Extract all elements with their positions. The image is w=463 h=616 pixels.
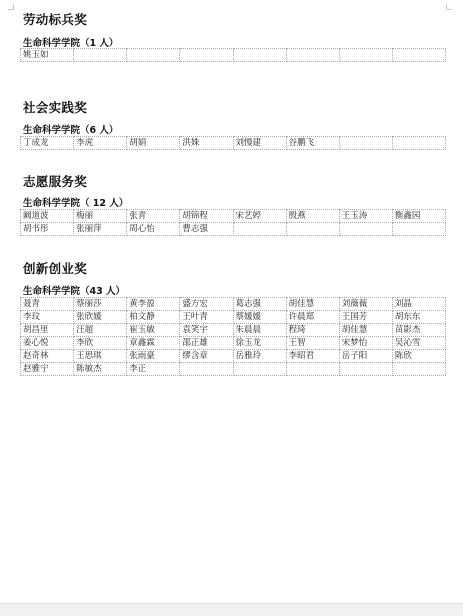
name-table (20, 209, 446, 236)
table-row (21, 311, 446, 324)
name-cell (233, 49, 286, 62)
page-corner-mark-left (8, 4, 14, 10)
name-cell: 王国芳 (339, 311, 392, 324)
name-cell: 殷燕 (286, 210, 339, 223)
name-cell (392, 223, 445, 236)
name-cell: 李昭君 (286, 350, 339, 363)
name-cell (392, 363, 445, 376)
name-cell: 朱晨晨 (233, 324, 286, 337)
name-cell: 胡佳慧 (339, 324, 392, 337)
name-cell: 苗影杰 (392, 324, 445, 337)
name-table (20, 297, 446, 376)
name-table (20, 48, 446, 62)
name-cell: 胡东东 (392, 311, 445, 324)
section-title: 劳动标兵奖 (23, 12, 88, 27)
name-cell: 王叶青 (180, 311, 233, 324)
name-cell (127, 49, 180, 62)
name-cell: 刘慢建 (233, 137, 286, 150)
name-cell: 谷鹏飞 (286, 137, 339, 150)
name-cell: 王思琪 (74, 350, 127, 363)
name-cell: 李欣 (74, 337, 127, 350)
table-row (21, 298, 446, 311)
name-cell: 盛方宏 (180, 298, 233, 311)
school-label: 生命科学学院（6 人） (23, 125, 119, 136)
name-cell: 葛志强 (233, 298, 286, 311)
name-cell: 姚玉如 (21, 49, 74, 62)
name-cell: 蔡丽莎 (74, 298, 127, 311)
name-cell: 程琦 (286, 324, 339, 337)
name-cell: 宋梦怡 (339, 337, 392, 350)
name-cell: 丁成龙 (21, 137, 74, 150)
name-cell: 岳子阳 (339, 350, 392, 363)
name-cell (286, 49, 339, 62)
name-cell: 胡锦程 (180, 210, 233, 223)
name-cell (74, 49, 127, 62)
name-cell: 刘薇薇 (339, 298, 392, 311)
name-cell: 赵雅宁 (21, 363, 74, 376)
name-cell: 姜心悦 (21, 337, 74, 350)
name-cell (392, 49, 445, 62)
name-cell: 洪姝 (180, 137, 233, 150)
name-cell: 章鑫霖 (127, 337, 180, 350)
name-cell (339, 363, 392, 376)
table-row (21, 337, 446, 350)
section-title: 志愿服务奖 (23, 174, 88, 189)
name-cell: 黄李盈 (127, 298, 180, 311)
name-cell: 徐玉龙 (233, 337, 286, 350)
name-cell: 岳雅玲 (233, 350, 286, 363)
name-cell (233, 363, 286, 376)
name-cell (339, 223, 392, 236)
name-cell (180, 363, 233, 376)
name-table (20, 136, 446, 150)
school-label: 生命科学学院（1 人） (23, 38, 119, 49)
name-cell: 赵奇林 (21, 350, 74, 363)
name-cell (339, 137, 392, 150)
name-cell (180, 49, 233, 62)
section-title: 社会实践奖 (23, 100, 88, 115)
name-cell: 许晨郑 (286, 311, 339, 324)
name-cell: 李玟 (21, 311, 74, 324)
table-row (21, 49, 446, 62)
bottom-scroll-area (0, 603, 463, 616)
name-cell: 聂青 (21, 298, 74, 311)
name-cell: 胡昌里 (21, 324, 74, 337)
name-cell: 胡娟 (127, 137, 180, 150)
name-cell: 衡鑫园 (392, 210, 445, 223)
name-cell: 张雨豪 (127, 350, 180, 363)
name-cell: 袁笑宇 (180, 324, 233, 337)
name-cell: 王智 (286, 337, 339, 350)
name-cell: 宋艺婷 (233, 210, 286, 223)
name-cell: 汪超 (74, 324, 127, 337)
name-cell: 崔玉敏 (127, 324, 180, 337)
table-row (21, 210, 446, 223)
name-cell (339, 49, 392, 62)
name-cell: 邵正雄 (180, 337, 233, 350)
name-cell: 胡书彤 (21, 223, 74, 236)
name-cell: 王玉涛 (339, 210, 392, 223)
table-row (21, 363, 446, 376)
table-row (21, 223, 446, 236)
name-cell: 张丽萍 (74, 223, 127, 236)
name-cell: 胡佳慧 (286, 298, 339, 311)
name-cell: 梅丽 (74, 210, 127, 223)
table-row (21, 350, 446, 363)
name-cell: 蔡媛媛 (233, 311, 286, 324)
section-title: 创新创业奖 (23, 261, 88, 276)
name-cell: 曹志强 (180, 223, 233, 236)
name-cell: 柏文静 (127, 311, 180, 324)
name-cell (286, 363, 339, 376)
name-cell (392, 137, 445, 150)
table-row (21, 137, 446, 150)
name-cell: 周心怡 (127, 223, 180, 236)
page-corner-mark-right (446, 4, 452, 10)
name-cell: 张青 (127, 210, 180, 223)
name-cell: 吴沁雪 (392, 337, 445, 350)
name-cell (233, 223, 286, 236)
name-cell: 陈欣 (392, 350, 445, 363)
name-cell: 李虎 (74, 137, 127, 150)
name-cell: 李正 (127, 363, 180, 376)
name-cell (286, 223, 339, 236)
name-cell: 陈敏杰 (74, 363, 127, 376)
table-row (21, 324, 446, 337)
name-cell: 刘晶 (392, 298, 445, 311)
school-label: 生命科学学院（43 人） (23, 286, 126, 297)
name-cell: 缪含章 (180, 350, 233, 363)
school-label: 生命科学学院（ 12 人） (23, 198, 129, 209)
name-cell: 阚道波 (21, 210, 74, 223)
name-cell: 张欣媛 (74, 311, 127, 324)
